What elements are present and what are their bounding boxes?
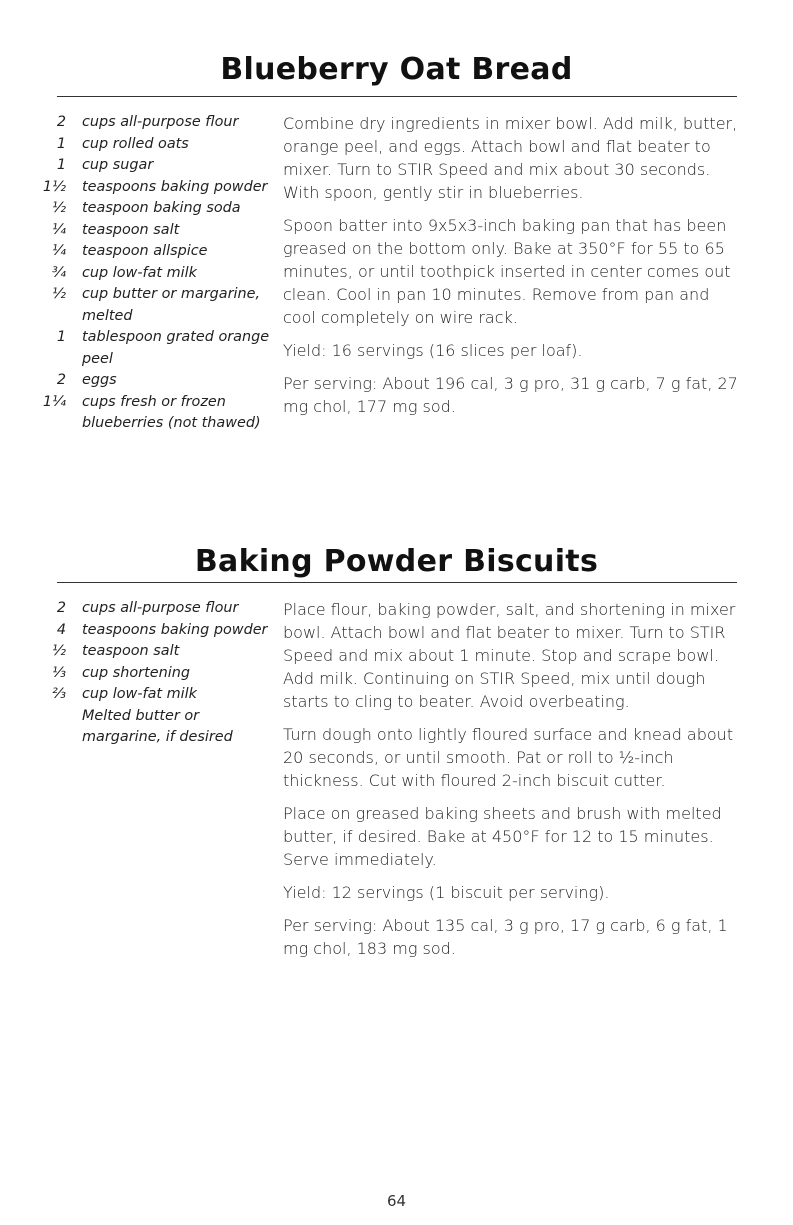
ingredient-quantity: 4 xyxy=(56,621,66,638)
ingredient-quantity: ½ xyxy=(52,643,66,659)
ingredient-text: teaspoon baking soda xyxy=(82,200,241,216)
ingredient-text: cup low-fat milk xyxy=(82,264,197,281)
ingredient-text: cups all-purpose flour xyxy=(82,114,239,130)
page-number: 64 xyxy=(386,1192,407,1210)
title-divider xyxy=(57,582,737,583)
direction-paragraph: Spoon batter into 9x5x3-inch baking pan that has been greased on the bottom only. Bake at 350°F for 55 to 65 minutes, or until toothpick inserted in center comes out clean. Cool in pan 10 minutes. Remove from pan and cool completely on wire rack. xyxy=(283,216,731,327)
ingredient-quantity: 2 xyxy=(56,114,66,130)
ingredient-text: cup sugar xyxy=(82,157,154,173)
ingredient-item xyxy=(40,284,275,327)
ingredient-item xyxy=(40,155,275,177)
ingredient-item xyxy=(40,112,275,134)
ingredient-text: cup shortening xyxy=(82,664,190,681)
ingredient-item xyxy=(40,327,275,370)
title-divider xyxy=(57,96,737,97)
ingredient-quantity: ½ xyxy=(52,200,66,216)
direction-paragraph: Place on greased baking sheets and brush with melted butter, if desired. Bake at 450°F for 12 to 15 minutes. Serve immediately. xyxy=(283,804,722,869)
direction-paragraph: Per serving: About 196 cal, 3 g pro, 31 g carb, 7 g fat, 27 mg chol, 177 mg sod. xyxy=(283,374,738,416)
directions xyxy=(283,112,745,428)
ingredient-quantity: 1 xyxy=(56,329,66,345)
ingredient-item xyxy=(40,641,275,663)
directions xyxy=(283,598,745,970)
ingredient-item xyxy=(40,263,275,285)
ingredient-item xyxy=(40,620,275,642)
ingredient-quantity: ½ xyxy=(52,286,66,302)
ingredient-quantity: ¼ xyxy=(52,243,66,259)
ingredient-text: tablespoon grated orange peel xyxy=(82,329,270,367)
ingredient-quantity: 1 xyxy=(56,157,66,173)
recipe-title: Baking Powder Biscuits xyxy=(194,544,599,579)
ingredient-text: cup butter or margarine, melted xyxy=(82,286,261,324)
ingredient-text: cups fresh or frozen blueberries (not thawed) xyxy=(82,393,261,431)
ingredient-text: teaspoon salt xyxy=(82,643,180,659)
ingredient-quantity: ⅓ xyxy=(52,664,66,681)
ingredient-text: teaspoons baking powder xyxy=(82,178,268,195)
ingredient-quantity: ⅔ xyxy=(52,686,66,702)
direction-paragraph: Yield: 16 servings (16 slices per loaf). xyxy=(283,341,583,360)
ingredient-text: cup rolled oats xyxy=(82,135,189,152)
ingredient-item xyxy=(40,198,275,220)
ingredient-item xyxy=(40,706,275,749)
ingredient-item xyxy=(40,241,275,263)
ingredient-item xyxy=(40,392,275,435)
ingredient-quantity: ¼ xyxy=(52,221,66,238)
ingredient-text: teaspoon salt xyxy=(82,221,180,238)
ingredient-text: Melted butter or margarine, if desired xyxy=(82,707,233,745)
ingredient-item xyxy=(40,220,275,242)
ingredient-item xyxy=(40,684,275,706)
ingredient-quantity: 1¼ xyxy=(42,393,66,410)
ingredient-quantity: 2 xyxy=(56,372,66,388)
ingredient-text: cup low-fat milk xyxy=(82,686,197,702)
ingredient-item xyxy=(40,134,275,156)
ingredient-list xyxy=(40,112,275,435)
ingredient-quantity: 1 xyxy=(56,135,66,152)
ingredient-text: teaspoons baking powder xyxy=(82,621,268,638)
direction-paragraph: Combine dry ingredients in mixer bowl. Add milk, butter, orange peel, and eggs. Attach bowl and flat beater to mixer. Turn to STIR Speed and mix about 30 seconds. With spoon, gently stir in blueberries. xyxy=(283,114,738,202)
recipe-title: Blueberry Oat Bread xyxy=(220,52,573,87)
ingredient-item xyxy=(40,177,275,199)
direction-paragraph: Per serving: About 135 cal, 3 g pro, 17 g carb, 6 g fat, 1 mg chol, 183 mg sod. xyxy=(283,916,728,958)
ingredient-text: teaspoon allspice xyxy=(82,243,208,259)
ingredient-quantity: 1½ xyxy=(42,178,66,195)
ingredient-quantity: ¾ xyxy=(52,264,66,281)
ingredient-item xyxy=(40,370,275,392)
ingredient-text: cups all-purpose flour xyxy=(82,600,239,616)
direction-paragraph: Place flour, baking powder, salt, and shortening in mixer bowl. Attach bowl and flat beater to mixer. Turn to STIR Speed and mix about 1 minute. Stop and scrape bowl. Add milk. Continuing on STIR Speed, mix until dough starts to cling to beater. Avoid overbeating. xyxy=(283,600,736,711)
ingredient-item xyxy=(40,598,275,620)
direction-paragraph: Turn dough onto lightly floured surface and knead about 20 seconds, or until smooth. Pat or roll to ½-inch thickness. Cut with floured 2-inch biscuit cutter. xyxy=(283,725,734,790)
direction-paragraph: Yield: 12 servings (1 biscuit per serving). xyxy=(283,883,610,902)
ingredient-quantity: 2 xyxy=(56,600,66,616)
ingredient-text: eggs xyxy=(82,372,117,388)
ingredient-item xyxy=(40,663,275,685)
ingredient-list xyxy=(40,598,275,749)
